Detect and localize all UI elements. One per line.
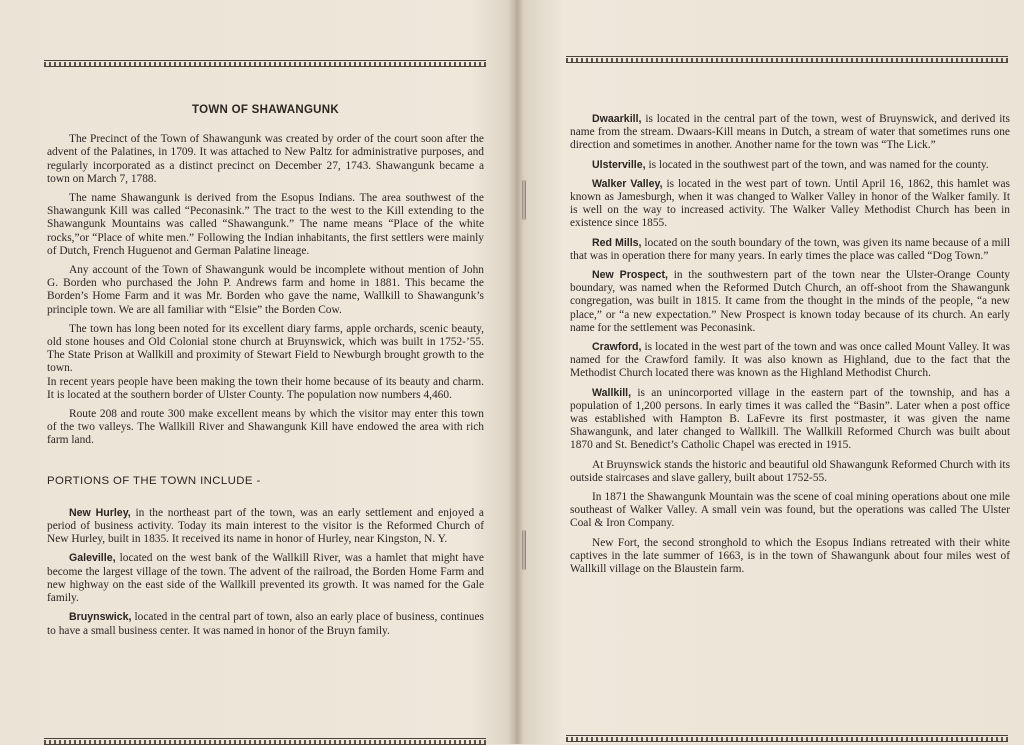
entry-galeville: [47, 552, 484, 605]
entry-term: Wallkill,: [592, 386, 632, 399]
entry-term: New Prospect,: [592, 269, 668, 282]
paragraph: In recent years people have been making the town their home because of its beauty and charm. It is located at the southern border of Ulster County. The population now numbers 4,460.: [47, 375, 484, 401]
right-page: [522, 0, 1024, 744]
entry-text: located in the central part of town, also an early place of business, continues to have a small business center. It was named in honor of the Bruyn family.: [47, 611, 484, 637]
entry-dwaarkill: [570, 113, 1010, 153]
paragraph: Any account of the Town of Shawangunk would be incomplete without mention of John G. Borden who purchased the John P. Andrews farm and home in 1881. This became the Borden’s Home Farm and it was Mr. Borden who gave the name, Wallkill to Shawangunk’s principle town. We are all familiar with “Elsie” the Borden Cow.: [47, 264, 484, 316]
decorative-border-bottom: [566, 735, 1008, 742]
entry-term: New Hurley,: [69, 506, 131, 519]
entry-red-mills: [570, 237, 1010, 263]
entry-ulsterville: [570, 159, 1010, 172]
section-heading: PORTIONS OF THE TOWN INCLUDE -: [47, 474, 261, 487]
entry-wallkill: [570, 387, 1010, 453]
decorative-border-top: [566, 56, 1008, 63]
paragraph: The town has long been noted for its excellent diary farms, apple orchards, scenic beauty, old stone houses and Old Colonial stone church at Bruynswick, which was built in 1752-’55. The State Prison at Wallkill and proximity of Stewart Field to Newburgh brought growth to the town.: [47, 322, 484, 375]
entry-text: is located in the central part of the town, west of Bruynswick, and derived its name from the stream. Dwaars-Kill means in Dutch, a stream of water that sometimes runs one direction and sometimes in another. Another name for the town was “The Lick.”: [570, 113, 1010, 152]
left-page: [0, 0, 512, 744]
page-title: TOWN OF SHAWANGUNK: [191, 104, 340, 116]
entry-term: Walker Valley,: [592, 177, 663, 190]
entry-term: Bruynswick,: [69, 611, 132, 624]
entry-text: located on the west bank of the Wallkill River, was a hamlet that might have become the largest village of the town. The advent of the railroad, the Borden Home Farm and new highway on the east side of the Wallkill prevented its growth. It was named for the Gale family.: [47, 552, 484, 605]
paragraph: At Bruynswick stands the historic and beautiful old Shawangunk Reformed Church with its outside staircases and slave gallery, built about 1752-55.: [570, 458, 1010, 484]
entry-term: Red Mills,: [592, 236, 642, 249]
entry-text: is an unincorported village in the eastern part of the township, and has a population of 1,200 persons. In early times it was called the “Basin”. Later when a post office was established with Hampton B. LaFevre its first postmaster, it was given the name Shawangunk, and later changed to Wallkill. The Wallkill Reformed Church was built about 1870 and St. Benedict’s Catholic Chapel was erected in 1915.: [570, 386, 1010, 452]
entry-term: Crawford,: [592, 341, 642, 354]
paragraph: The Precinct of the Town of Shawangunk was created by order of the court soon after the advent of the Palatines, in 1709. It was attached to New Paltz for administrative purposes, and regularly incorporated as a distinct precinct on December 27, 1743. Shawangunk became a town on March 7, 1788.: [47, 133, 484, 185]
entry-term: Dwaarkill,: [592, 113, 642, 125]
entry-crawford: [570, 341, 1010, 381]
paragraph: New Fort, the second stronghold to which the Esopus Indians retreated with their white captives in the late summer of 1663, is in the town of Shawangunk about four miles west of Wallkill village on the Blaustein farm.: [570, 536, 1010, 576]
paragraph: In 1871 the Shawangunk Mountain was the scene of coal mining operations about one mile southeast of Walker Valley. A small vein was found, but the operations was called The Ulster Coal & Iron Company.: [570, 491, 1010, 530]
left-text-column: [47, 104, 484, 644]
right-text-column: [570, 113, 1010, 582]
entry-new-prospect: [570, 269, 1010, 335]
paragraph: Route 208 and route 300 make excellent means by which the visitor may enter this town of the two valleys. The Wallkill River and Shawangunk Kill have endowed the area with rich farm land.: [47, 408, 484, 447]
entry-walker-valley: [570, 178, 1010, 231]
paragraph: The name Shawangunk is derived from the Esopus Indians. The area southwest of the Shawangunk Kill was called “Peconasink.” The tract to the west to the Kill extending to the Shawangunk Mountains was called “Shawangunk.” The name means “Place of the white rocks,”or “Place of white men.” Following the Indian inhabitants, the first settlers were mainly of Dutch, French Huguenot and German Palatine lineage.: [47, 192, 484, 257]
entry-text: is located in the southwest part of the town, and was named for the county.: [648, 158, 989, 171]
entry-text: in the southwestern part of the town near the Ulster-Orange County boundary, was named when the Reformed Dutch Church, an off-shoot from the Shawangunk congregation, was built in 1815. It came from the thought in the minds of the people, “a new place,” or “a new expectation.” New Prospect is known today because of its church. An early name for the settlement was Peconasink.: [570, 269, 1010, 334]
decorative-border-top: [44, 60, 486, 67]
entry-text: located on the south boundary of the town, was given its name because of a mill that was in operation there for many years. In early times the place was called “Dog Town.”: [570, 236, 1010, 262]
entry-new-hurley: [47, 507, 484, 547]
entry-text: is located in the west part of town. Until April 16, 1862, this hamlet was known as Jamesburgh, when it was changed to Walker Valley in honor of the Walker family. It is well on the way to increased activity. The Walker Valley Methodist Church has been in existence since 1855.: [570, 177, 1010, 230]
entry-term: Ulsterville,: [592, 158, 646, 171]
entry-text: is located in the west part of the town and was once called Mount Valley. It was named for the Crawford family. It was also known as Highland, due to the fact that the Methodist Church located there was known as the Highland Methodist Church.: [570, 341, 1010, 380]
entry-term: Galeville,: [69, 552, 116, 565]
entry-bruynswick: [47, 611, 484, 637]
entry-text: in the northeast part of the town, was an early settlement and enjoyed a period of business activity. Today its main interest to the visitor is the Reformed Church of New Hurley, built in 1835. It received its name in honor of Hurley, near Kingston, N. Y.: [47, 506, 484, 546]
